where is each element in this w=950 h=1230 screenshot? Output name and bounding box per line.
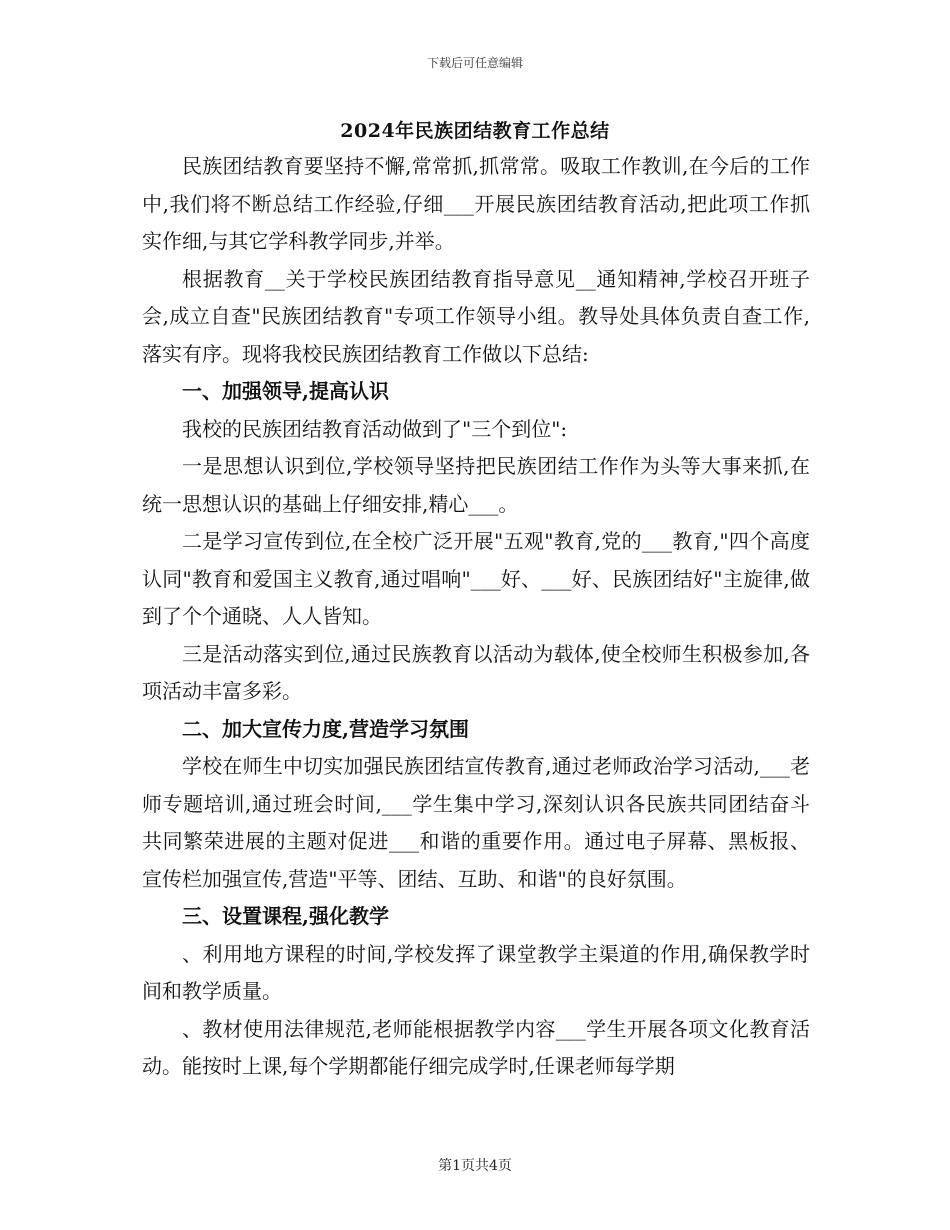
document-title: 2024年民族团结教育工作总结 — [340, 120, 610, 142]
paragraph: 我校的民族团结教育活动做到了"三个到位": — [182, 416, 568, 441]
paragraph: 、教材使用法律规范,老师能根据教学内容___学生开展各项文化教育活动。能按时上课,每个学期都能仔细完成学时,任课老师每学期 — [142, 1016, 810, 1078]
paragraph: 学校在师生中切实加强民族团结宣传教育,通过老师政治学习活动,___老师专题培训,通过班会时间,___学生集中学习,深刻认识各民族共同团结奋斗共同繁荣进展的主题对促进___和谐的重要作用。通过电子屏幕、黑板报、宣传栏加强宣传,营造"平等、团结、互助、和谐"的良好氛围。 — [142, 754, 810, 891]
header-note: 下载后可任意编辑 — [426, 56, 523, 70]
paragraph: 二是学习宣传到位,在全校广泛开展"五观"教育,党的___教育,"四个高度认同"教育和爱国主义教育,通过唱响"___好、___好、民族团结好"主旋律,做到了个个通晓、人人皆知。 — [142, 529, 810, 628]
paragraph: 一是思想认识到位,学校领导坚持把民族团结工作作为头等大事来抓,在统一思想认识的基础上仔细安排,精心___。 — [142, 454, 810, 516]
paragraph: 、利用地方课程的时间,学校发挥了课堂教学主渠道的作用,确保教学时间和教学质量。 — [142, 941, 810, 1003]
section-heading: 一、加强领导,提高认识 — [182, 379, 389, 403]
page-footer: 第1页共4页 — [438, 1158, 512, 1174]
section-heading: 三、设置课程,强化教学 — [182, 904, 389, 928]
paragraph: 根据教育__关于学校民族团结教育指导意见__通知精神,学校召开班子会,成立自查"民族团结教育"专项工作领导小组。教导处具体负责自查工作,落实有序。现将我校民族团结教育工作做以下总结: — [142, 266, 810, 366]
paragraph: 民族团结教育要坚持不懈,常常抓,抓常常。吸取工作教训,在今后的工作中,我们将不断总结工作经验,仔细___开展民族团结教育活动,把此项工作抓实作细,与其它学科教学同步,并举。 — [142, 154, 810, 253]
section-heading: 二、加大宣传力度,营造学习氛围 — [182, 716, 469, 741]
document-body — [142, 148, 810, 1086]
paragraph: 三是活动落实到位,通过民族教育以活动为载体,使全校师生积极参加,各项活动丰富多彩。 — [142, 641, 810, 703]
